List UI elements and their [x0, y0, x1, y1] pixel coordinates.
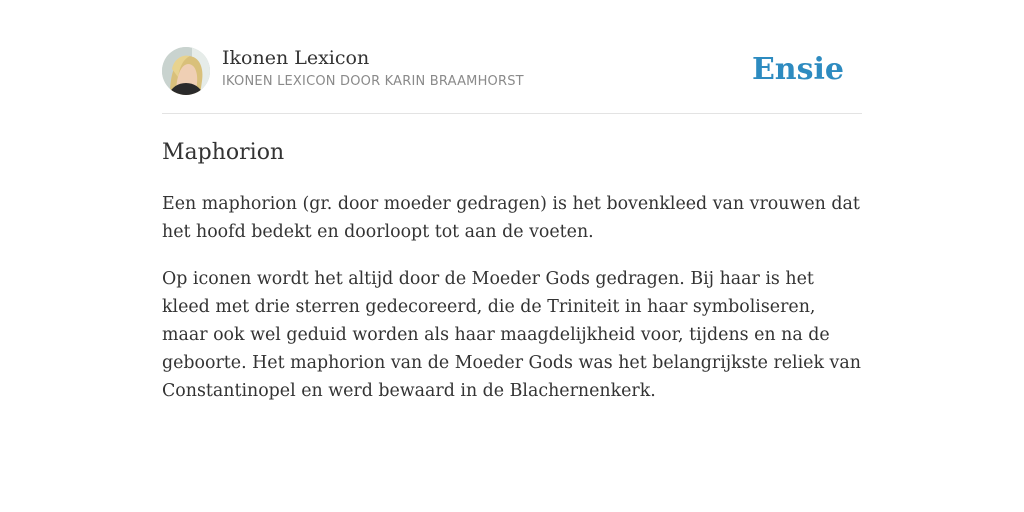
page-title: Maphorion [162, 140, 285, 165]
paragraph: Een maphorion (gr. door moeder gedragen) is het bovenkleed van vrouwen dat het hoofd bedekt en doorloopt tot aan de voeten. [162, 194, 860, 242]
author-subtitle: IKONEN LEXICON DOOR KARIN BRAAMHORST [222, 74, 524, 89]
brand-logo[interactable]: Ensie [751, 52, 844, 87]
author-header [162, 46, 862, 96]
author-portrait-icon [162, 47, 210, 95]
divider [162, 113, 862, 114]
paragraph: Op iconen wordt het altijd door de Moeder Gods gedragen. Bij haar is het kleed met drie sterren gedecoreerd, die de Triniteit in haar symboliseren, maar ook wel geduid worden als haar maagdelijkheid voor, tijdens en na de geboorte. Het maphorion van de Moeder Gods was het belangrijkste reliek van Constantinopel en werd bewaard in de Blachernenkerk. [162, 269, 861, 401]
avatar[interactable] [162, 47, 210, 95]
author-name[interactable]: Ikonen Lexicon [222, 47, 370, 69]
article-body [162, 190, 862, 424]
